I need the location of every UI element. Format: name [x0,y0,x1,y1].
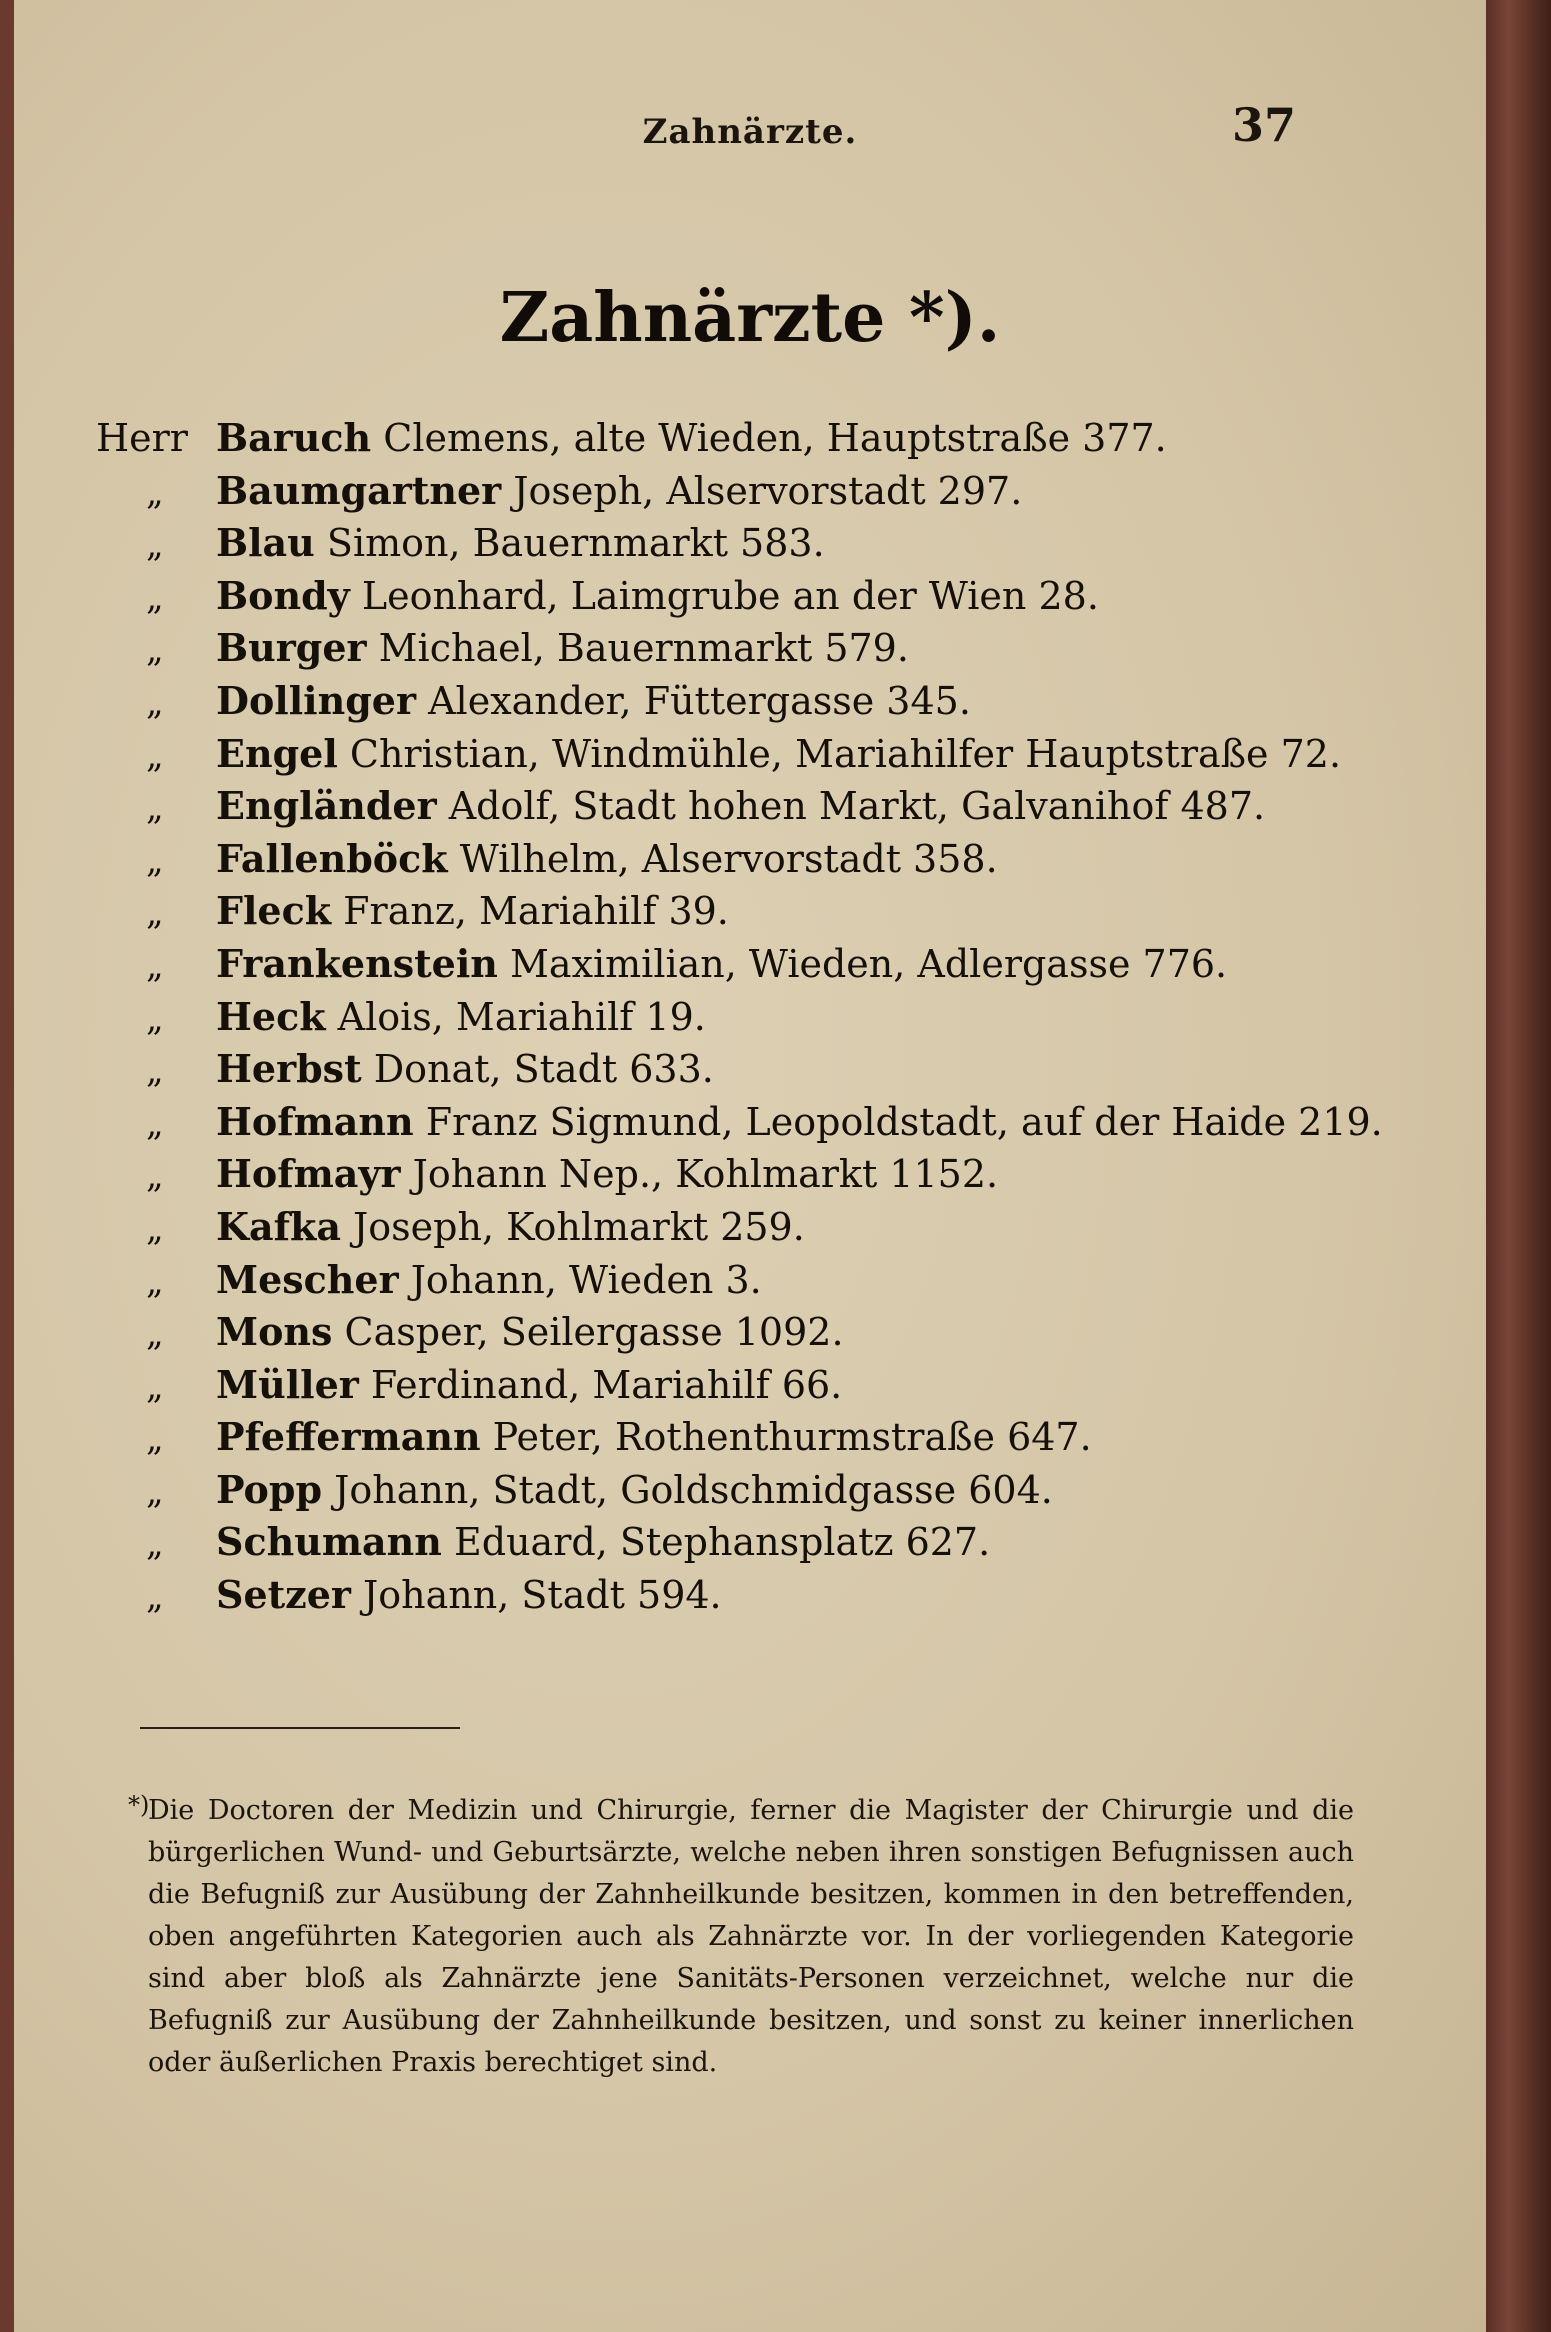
name-and-address: Wilhelm, Alservorstadt 358. [459,836,998,881]
surname: Blau [216,520,315,566]
ditto-mark: „ [146,893,164,934]
surname: Mescher [216,1256,399,1302]
surname: Mons [216,1309,333,1355]
list-item [96,1306,1396,1359]
list-item [96,1411,1396,1464]
book-spine [1486,0,1551,2332]
ditto-mark: „ [146,577,164,618]
surname: Popp [216,1466,323,1512]
surname: Dollinger [216,677,417,723]
surname: Engel [216,730,338,776]
surname: Burger [216,625,367,671]
ditto-mark: „ [146,682,164,723]
ditto-mark: „ [146,735,164,776]
list-item [96,885,1396,938]
running-head: Zahnärzte. [642,112,858,152]
dentist-list [96,412,1396,1622]
ditto-mark: „ [146,472,164,513]
name-and-address: Ferdinand, Mariahilf 66. [370,1362,843,1407]
list-item [96,622,1396,675]
section-title: Zahnärzte *). [499,278,1001,358]
name-and-address: Alexander, Füttergasse 345. [428,678,971,723]
surname: Müller [216,1361,359,1407]
page-number: 37 [1231,98,1296,152]
surname: Hofmayr [216,1151,401,1197]
ditto-mark: „ [146,788,164,829]
footnote-text: Die Doctoren der Medizin und Chirurgie, ferner die Magister der Chirurgie und die bürgerlichen Wund- und Geburtsärzte, welche neben ihren sonstigen Befugnissen auch die Befugniß zur Ausübung der Zahnheilkunde besitzen, kommen in den betreffenden, oben angeführten Kategorien auch als Zahnärzte vor. In der vorliegenden Kategorie sind aber bloß als Zahnärzte jene Sanitäts-Personen verzeichnet, welche nur die Befugniß zur Ausübung der Zahnheilkunde besitzen, und sonst zu keiner innerlichen oder äußerlichen Praxis berechtiget sind. [148,1795,1354,2078]
name-and-address: Johann Nep., Kohlmarkt 1152. [412,1152,999,1197]
name-and-address: Michael, Bauernmarkt 579. [378,626,909,671]
list-item [96,1254,1396,1307]
name-and-address: Adolf, Stadt hohen Markt, Galvanihof 487. [448,784,1266,829]
surname: Hofmann [216,1098,414,1144]
footnote-marker: *) [128,1791,150,1819]
footnote-rule [140,1727,460,1729]
ditto-mark: „ [146,1577,164,1618]
list-item [96,1359,1396,1412]
ditto-mark: „ [146,1471,164,1512]
list-item [96,780,1396,833]
ditto-mark: „ [146,525,164,566]
name-and-address: Johann, Stadt 594. [363,1573,722,1618]
surname: Baruch [216,415,372,460]
surname: Setzer [216,1572,351,1618]
ditto-mark: „ [146,1103,164,1144]
list-item [96,412,1396,465]
name-and-address: Maximilian, Wieden, Adlergasse 776. [510,941,1228,986]
name-and-address: Donat, Stadt 633. [373,1047,714,1092]
list-item [96,833,1396,886]
name-and-address: Clemens, alte Wieden, Hauptstraße 377. [383,416,1167,460]
surname: Heck [216,993,326,1039]
list-item [96,938,1396,991]
name-and-address: Johann, Wieden 3. [410,1257,762,1302]
ditto-mark: „ [146,840,164,881]
list-item [96,728,1396,781]
surname: Baumgartner [216,467,502,513]
surname: Bondy [216,572,350,618]
ditto-mark: „ [146,1051,164,1092]
name-and-address: Joseph, Kohlmarkt 259. [353,1204,805,1249]
surname: Engländer [216,783,437,829]
surname: Kafka [216,1203,341,1249]
ditto-mark: „ [146,1419,164,1460]
ditto-mark: „ [146,1314,164,1355]
name-and-address: Simon, Bauernmarkt 583. [326,521,825,566]
footnote [128,1790,1354,2084]
ditto-mark: „ [146,1261,164,1302]
list-item [96,1516,1396,1569]
list-item [96,1096,1396,1149]
ditto-mark: „ [146,998,164,1039]
surname: Fleck [216,888,332,934]
surname: Schumann [216,1519,442,1565]
name-and-address: Alois, Mariahilf 19. [337,994,706,1039]
name-and-address: Casper, Seilergasse 1092. [344,1310,844,1355]
honorific: Herr [96,416,188,460]
ditto-mark: „ [146,1524,164,1565]
name-and-address: Leonhard, Laimgrube an der Wien 28. [361,573,1099,618]
list-item [96,517,1396,570]
list-item [96,1569,1396,1622]
list-item [96,991,1396,1044]
name-and-address: Eduard, Stephansplatz 627. [454,1520,991,1565]
ditto-mark: „ [146,945,164,986]
name-and-address: Christian, Windmühle, Mariahilfer Hauptstraße 72. [349,731,1342,776]
list-item [96,1043,1396,1096]
list-item [96,465,1396,518]
book-page [14,0,1486,2332]
surname: Fallenböck [216,835,448,881]
ditto-mark: „ [146,630,164,671]
ditto-mark: „ [146,1208,164,1249]
list-item [96,675,1396,728]
surname: Herbst [216,1046,362,1092]
name-and-address: Joseph, Alservorstadt 297. [513,468,1023,513]
ditto-mark: „ [146,1156,164,1197]
name-and-address: Peter, Rothenthurmstraße 647. [492,1415,1092,1460]
ditto-mark: „ [146,1366,164,1407]
name-and-address: Franz, Mariahilf 39. [343,889,729,934]
surname: Pfeffermann [216,1414,481,1460]
name-and-address: Johann, Stadt, Goldschmidgasse 604. [334,1467,1053,1512]
list-item [96,1201,1396,1254]
name-and-address: Franz Sigmund, Leopoldstadt, auf der Haide 219. [425,1099,1383,1144]
surname: Frankenstein [216,940,498,986]
list-item [96,570,1396,623]
list-item [96,1148,1396,1201]
list-item [96,1464,1396,1517]
